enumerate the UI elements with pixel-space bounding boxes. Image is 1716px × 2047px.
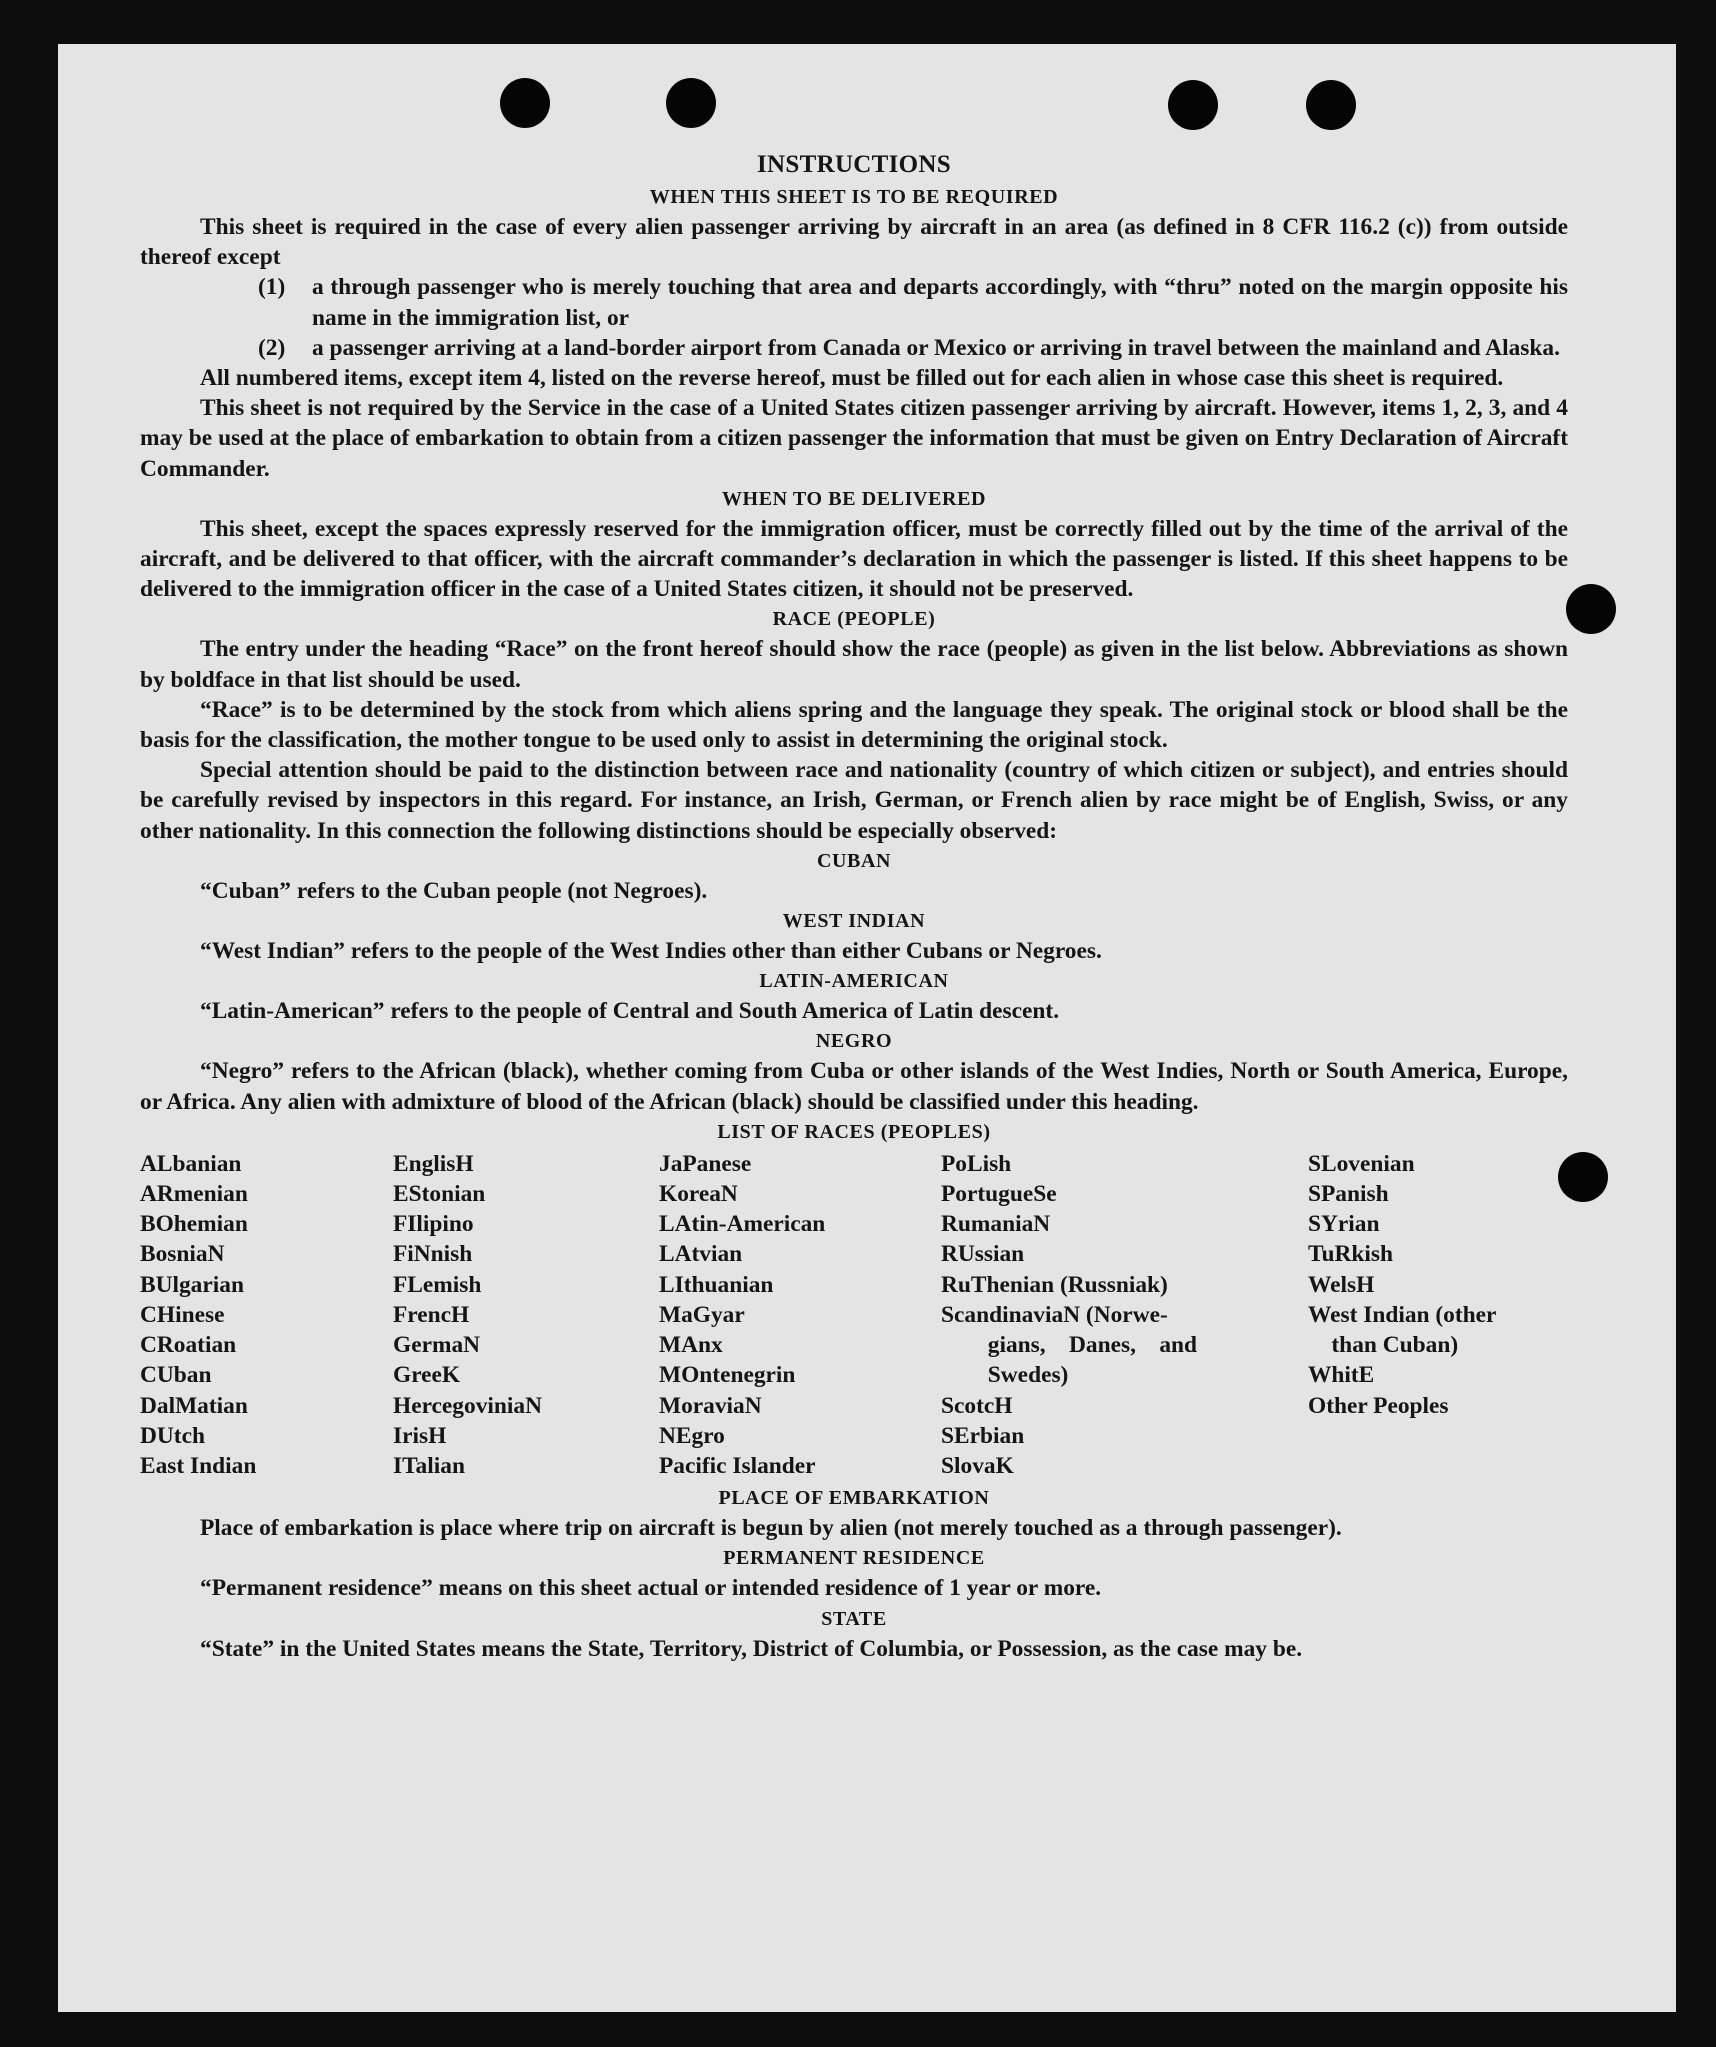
- state-paragraph: “State” in the United States means the State, Territory, District of Columbia, or Possession, as the case may be.: [200, 1635, 1303, 1662]
- section-heading-required: WHEN THIS SHEET IS TO BE REQUIRED: [649, 186, 1059, 208]
- embarkation-paragraph: Place of embarkation is place where trip on aircraft is begun by alien (not merely touched as a through passenger).: [200, 1515, 1342, 1542]
- race-entry: ARmenian: [140, 1181, 248, 1208]
- races-column-1: [140, 1149, 393, 1481]
- race-entry: BosniaN: [140, 1241, 225, 1268]
- race-entry: PortugueSe: [941, 1181, 1057, 1208]
- numbered-items-paragraph: All numbered items, except item 4, listed on the reverse hereof, must be filled out for each alien in whose case this sheet is required.: [200, 365, 1504, 392]
- punch-hole: [1306, 80, 1356, 130]
- race-entry: MaGyar: [659, 1301, 745, 1328]
- race-entry: BUlgarian: [140, 1271, 244, 1298]
- race-entry: Swedes): [941, 1362, 1069, 1389]
- race-entry: gians, Danes, and: [941, 1332, 1198, 1359]
- west-indian-paragraph: “West Indian” refers to the people of the West Indies other than either Cubans or Negroes.: [200, 938, 1102, 965]
- race-entry: West Indian (other: [1308, 1301, 1497, 1328]
- race-entry: DUtch: [140, 1422, 205, 1449]
- race-entry: FrencH: [393, 1301, 470, 1328]
- section-heading-race: RACE (PEOPLE): [772, 608, 936, 631]
- race-entry: EnglisH: [393, 1150, 474, 1177]
- latin-american-paragraph: “Latin-American” refers to the people of Central and South America of Latin descent.: [200, 998, 1060, 1025]
- races-column-4: [941, 1149, 1308, 1481]
- section-heading-embarkation: PLACE OF EMBARKATION: [718, 1487, 990, 1510]
- exception-item-2: [258, 333, 1568, 363]
- race-entry: CUban: [140, 1362, 212, 1389]
- race-entry: FIlipino: [393, 1211, 474, 1238]
- race-entry: SPanish: [1308, 1181, 1389, 1208]
- race-entry: LAtvian: [659, 1241, 743, 1268]
- race-entry: MOntenegrin: [659, 1362, 796, 1389]
- race-paragraph-3: Special attention should be paid to the distinction between race and nationality (country of which citizen or subject), and entries should be carefully revised by inspectors in this regard. For instance, an Irish, German, or French alien by race might be of English, Swiss, or any other nationality. In this connection the following distinctions should be especially observed:: [140, 757, 1568, 844]
- section-heading-cuban: CUBAN: [816, 849, 892, 872]
- punch-hole: [1168, 80, 1218, 130]
- races-column-3: [659, 1149, 941, 1481]
- race-entry: CRoatian: [140, 1332, 237, 1359]
- race-entry: KoreaN: [659, 1181, 738, 1208]
- race-entry: LIthuanian: [659, 1271, 774, 1298]
- race-entry: EStonian: [393, 1181, 486, 1208]
- race-entry: RUssian: [941, 1241, 1025, 1268]
- document-sheet: [58, 44, 1676, 2012]
- punch-hole: [1566, 584, 1616, 634]
- exception-number: (2): [258, 334, 286, 361]
- race-entry: ITalian: [393, 1452, 465, 1479]
- race-entry: MAnx: [659, 1332, 723, 1359]
- races-column-5: [1308, 1149, 1568, 1481]
- race-entry: RumaniaN: [941, 1211, 1051, 1238]
- section-heading-latin-american: LATIN-AMERICAN: [759, 970, 949, 993]
- page-title: INSTRUCTIONS: [757, 151, 951, 178]
- race-paragraph-2: “Race” is to be determined by the stock from which aliens spring and the language they speak. The original stock or blood shall be the basis for the classification, the mother tongue to be used only to assist in determining the original stock.: [140, 696, 1568, 754]
- races-list: [140, 1149, 1568, 1481]
- race-entry: JaPanese: [659, 1150, 752, 1177]
- section-heading-west-indian: WEST INDIAN: [782, 910, 926, 933]
- race-entry: SYrian: [1308, 1211, 1380, 1238]
- cuban-paragraph: “Cuban” refers to the Cuban people (not Negroes).: [200, 877, 708, 904]
- punch-hole: [500, 78, 550, 128]
- race-entry: SlovaK: [941, 1452, 1014, 1479]
- race-entry: PoLish: [941, 1150, 1012, 1177]
- delivered-paragraph: This sheet, except the spaces expressly reserved for the immigration officer, must be correctly filled out by the time of the arrival of the aircraft, and be delivered to that officer, with the aircraft commander’s declaration in which the passenger is listed. If this sheet happens to be delivered to the immigration officer in the case of a United States citizen, it should not be preserved.: [140, 515, 1568, 603]
- race-entry: GermaN: [393, 1332, 481, 1359]
- exception-number: (1): [258, 274, 286, 301]
- race-entry: SLovenian: [1308, 1150, 1415, 1177]
- race-entry: East Indian: [140, 1452, 257, 1479]
- race-entry: than Cuban): [1308, 1332, 1459, 1359]
- race-entry: CHinese: [140, 1301, 225, 1328]
- race-entry: SErbian: [941, 1422, 1025, 1449]
- race-entry: GreeK: [393, 1362, 461, 1389]
- instructions-content: [140, 148, 1568, 1664]
- race-entry: WhitE: [1308, 1362, 1375, 1389]
- race-entry: NEgro: [659, 1422, 725, 1449]
- race-entry: FiNnish: [393, 1241, 473, 1268]
- section-heading-state: STATE: [821, 1607, 887, 1630]
- race-entry: WelsH: [1308, 1271, 1375, 1298]
- race-entry: BOhemian: [140, 1211, 248, 1238]
- race-entry: RuThenian (Russniak): [941, 1271, 1168, 1298]
- required-intro: This sheet is required in the case of every alien passenger arriving by aircraft in an area (as defined in 8 CFR 116.2 (c)) from outside thereof except: [140, 214, 1568, 271]
- exception-item-1: [258, 272, 1568, 332]
- race-entry: FLemish: [393, 1271, 482, 1298]
- race-entry: ScandinaviaN (Norwe-: [941, 1301, 1168, 1328]
- race-entry: ALbanian: [140, 1150, 242, 1177]
- section-heading-residence: PERMANENT RESIDENCE: [723, 1547, 985, 1570]
- race-entry: DalMatian: [140, 1392, 248, 1419]
- residence-paragraph: “Permanent residence” means on this sheet actual or intended residence of 1 year or more.: [200, 1575, 1102, 1602]
- race-entry: IrisH: [393, 1422, 447, 1449]
- race-entry: Other Peoples: [1308, 1392, 1449, 1419]
- section-heading-negro: NEGRO: [815, 1030, 893, 1053]
- punch-hole: [666, 78, 716, 128]
- race-entry: ScotcH: [941, 1392, 1013, 1419]
- section-heading-delivered: WHEN TO BE DELIVERED: [721, 487, 987, 510]
- exception-text: a passenger arriving at a land-border airport from Canada or Mexico or arriving in travel between the mainland and Alaska.: [312, 334, 1560, 361]
- race-entry: Pacific Islander: [659, 1452, 816, 1479]
- race-entry: HercegoviniaN: [393, 1392, 542, 1419]
- negro-paragraph: “Negro” refers to the African (black), whether coming from Cuba or other islands of the West Indies, North or South America, Europe, or Africa. Any alien with admixture of blood of the African (black) should be classified under this heading.: [140, 1058, 1568, 1115]
- exception-text: a through passenger who is merely touching that area and departs accordingly, with “thru” noted on the margin opposite his name in the immigration list, or: [312, 274, 1568, 331]
- race-paragraph-1: The entry under the heading “Race” on the front hereof should show the race (people) as given in the list below. Abbreviations as shown by boldface in that list should be used.: [140, 636, 1568, 693]
- races-column-2: [393, 1149, 659, 1481]
- section-heading-races-list: LIST OF RACES (PEOPLES): [717, 1120, 991, 1143]
- race-entry: LAtin-American: [659, 1211, 826, 1238]
- race-entry: MoraviaN: [659, 1392, 762, 1419]
- citizen-paragraph: This sheet is not required by the Service in the case of a United States citizen passenger arriving by aircraft. However, items 1, 2, 3, and 4 may be used at the place of embarkation to obtain from a citizen passenger the information that must be given on Entry Declaration of Aircraft Commander.: [140, 395, 1568, 482]
- race-entry: TuRkish: [1308, 1241, 1393, 1268]
